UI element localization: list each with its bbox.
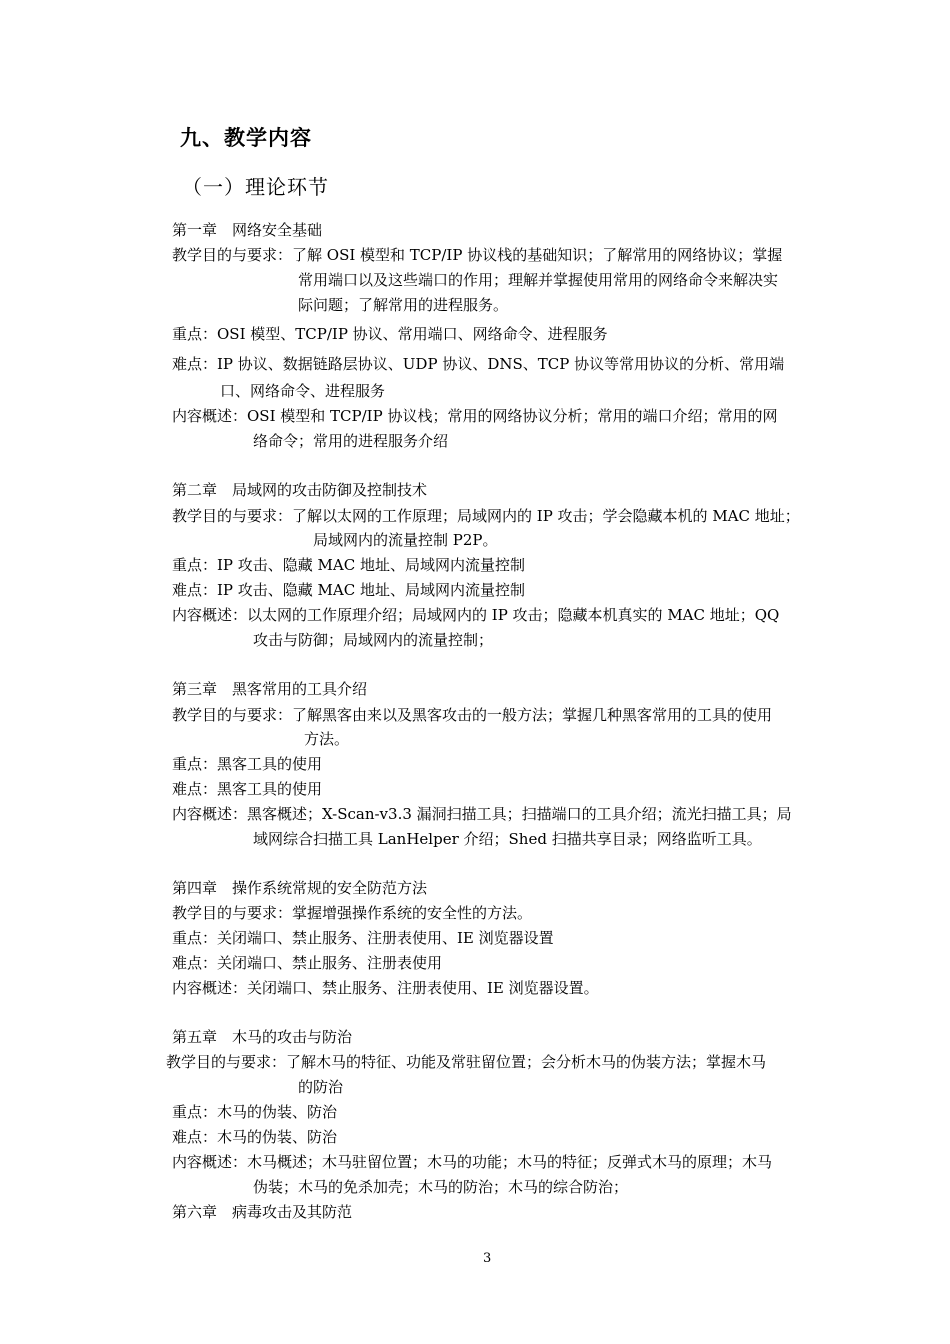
chapter-2-goal-line-1: 教学目的与要求：了解以太网的工作原理；局域网内的 IP 攻击；学会隐藏本机的 MAC 地址； [172,507,800,525]
chapter-1-key-points: 重点：OSI 模型、TCP/IP 协议、常用端口、网络命令、进程服务 [172,325,608,343]
chapter-3-goal-line-1: 教学目的与要求：了解黑客由来以及黑客攻击的一般方法；掌握几种黑客常用的工具的使用 [172,706,773,724]
chapter-2-goal-line-2: 局域网内的流量控制 P2P。 [313,531,498,549]
chapter-2-title: 第二章 局域网的攻击防御及控制技术 [172,481,428,499]
section-title: 九、教学内容 [180,126,312,150]
chapter-1-title: 第一章 网络安全基础 [172,221,323,239]
chapter-1-goal-line-1: 教学目的与要求：了解 OSI 模型和 TCP/IP 协议栈的基础知识；了解常用的网络协议；掌握 [172,246,783,264]
chapter-3-title: 第三章 黑客常用的工具介绍 [172,680,368,698]
chapter-5-goal-line-2: 的防治 [298,1078,344,1096]
chapter-2-summary-line-2: 攻击与防御；局域网内的流量控制； [253,631,494,649]
chapter-4-key-points: 重点：关闭端口、禁止服务、注册表使用、IE 浏览器设置 [172,929,554,947]
chapter-5-key-points: 重点：木马的伪装、防治 [172,1103,338,1121]
chapter-2-difficulties: 难点：IP 攻击、隐藏 MAC 地址、局域网内流量控制 [172,581,525,599]
chapter-3-key-points: 重点：黑客工具的使用 [172,755,323,773]
chapter-6-title: 第六章 病毒攻击及其防范 [172,1203,353,1221]
chapter-1-goal-line-3: 际问题；了解常用的进程服务。 [298,296,509,314]
chapter-1-difficulties-line-1: 难点：IP 协议、数据链路层协议、UDP 协议、DNS、TCP 协议等常用协议的分析、常用端 [172,355,785,373]
chapter-1-goal-line-2: 常用端口以及这些端口的作用；理解并掌握使用常用的网络命令来解决实 [298,271,779,289]
chapter-5-summary-line-1: 内容概述：木马概述；木马驻留位置；木马的功能；木马的特征；反弹式木马的原理；木马 [172,1153,773,1171]
chapter-4-title: 第四章 操作系统常规的安全防范方法 [172,879,428,897]
chapter-5-title: 第五章 木马的攻击与防治 [172,1028,353,1046]
chapter-3-difficulties: 难点：黑客工具的使用 [172,780,323,798]
chapter-1-summary-line-2: 络命令；常用的进程服务介绍 [253,432,449,450]
page-number: 3 [483,1251,492,1266]
chapter-2-summary-line-1: 内容概述：以太网的工作原理介绍；局域网内的 IP 攻击；隐藏本机真实的 MAC 地址；QQ [172,606,780,624]
chapter-3-summary-line-2: 域网综合扫描工具 LanHelper 介绍；Shed 扫描共享目录；网络监听工具。 [253,830,762,848]
chapter-5-goal-line-1: 教学目的与要求：了解木马的特征、功能及常驻留位置；会分析木马的伪装方法；掌握木马 [166,1053,767,1071]
subsection-title: （一）理论环节 [182,175,329,199]
chapter-1-difficulties-line-2: 口、网络命令、进程服务 [220,382,386,400]
chapter-5-difficulties: 难点：木马的伪装、防治 [172,1128,338,1146]
chapter-3-summary-line-1: 内容概述：黑客概述；X-Scan-v3.3 漏洞扫描工具；扫描端口的工具介绍；流光扫描工具；局 [172,805,792,823]
chapter-2-key-points: 重点：IP 攻击、隐藏 MAC 地址、局域网内流量控制 [172,556,525,574]
chapter-5-summary-line-2: 伪装；木马的免杀加壳；木马的防治；木马的综合防治； [253,1178,629,1196]
chapter-3-goal-line-2: 方法。 [304,730,350,748]
chapter-1-summary-line-1: 内容概述：OSI 模型和 TCP/IP 协议栈；常用的网络协议分析；常用的端口介绍；常用的网 [172,407,778,425]
chapter-4-goal: 教学目的与要求：掌握增强操作系统的安全性的方法。 [172,904,533,922]
chapter-4-difficulties: 难点：关闭端口、禁止服务、注册表使用 [172,954,443,972]
chapter-4-summary: 内容概述：关闭端口、禁止服务、注册表使用、IE 浏览器设置。 [172,979,599,997]
